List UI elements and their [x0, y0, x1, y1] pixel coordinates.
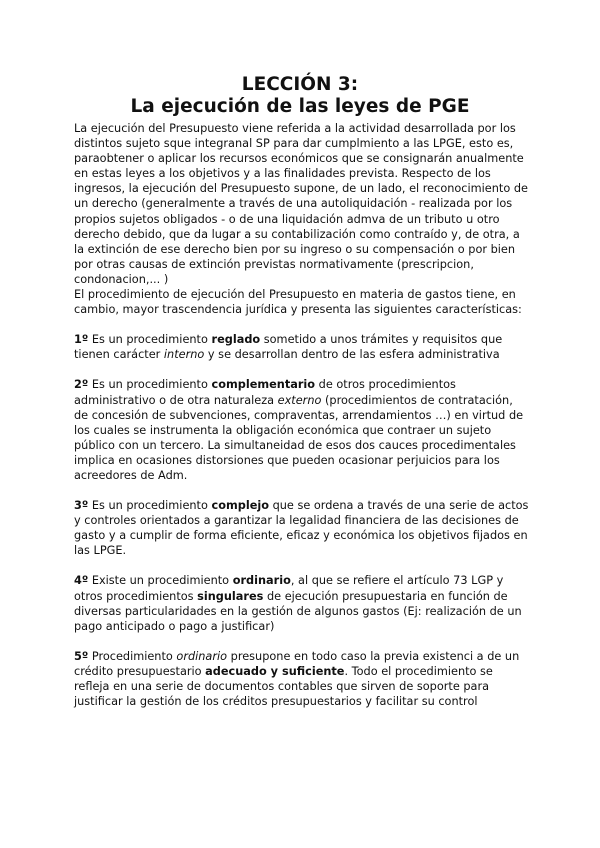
item-text: Es un procedimiento	[88, 378, 212, 392]
item-emphasis: interno	[163, 348, 205, 362]
lesson-title: La ejecución de las leyes de PGE	[130, 96, 470, 117]
item-emphasis: ordinario	[176, 649, 228, 663]
item-text: Procedimiento	[88, 649, 177, 663]
item-keyword: reglado	[211, 333, 261, 347]
document-body	[74, 121, 529, 709]
characteristic-item-1	[74, 332, 529, 362]
item-keyword: complejo	[211, 499, 269, 513]
item-text: Es un procedimiento	[88, 499, 212, 513]
item-keyword: ordinario	[232, 574, 291, 588]
item-text: y se desarrollan dentro de las esfera administrativa	[204, 348, 500, 362]
item-text: (procedimientos de contratación, de concesión de subvenciones, compraventas, arrendamientos …) en virtud de los cuales se instrumenta la obligación económica que contraer un sujeto público con un tercero. La simultaneidad de esos dos cauces procedimentales implica en ocasiones distorsiones que pueden ocasionar perjuicios para los acreedores de Adm.	[74, 393, 524, 482]
item-number: 3º	[74, 499, 89, 513]
item-keyword: singulares	[197, 589, 264, 603]
item-text: . Todo el procedimiento se refleja en una serie de documentos contables que sirven de soporte para justificar la gestión de los créditos presupuestarios y facilitar su control	[74, 664, 493, 709]
item-number: 2º	[74, 378, 89, 392]
characteristic-item-2	[74, 377, 529, 483]
item-text: sometido a unos trámites y requisitos que tienen carácter	[74, 333, 503, 362]
lesson-number-title: LECCIÓN 3:	[241, 74, 359, 95]
characteristic-item-5	[74, 649, 529, 709]
item-text: Es un procedimiento	[88, 333, 212, 347]
characteristic-item-3	[74, 498, 529, 558]
item-text: Existe un procedimiento	[88, 574, 233, 588]
item-number: 1º	[74, 333, 89, 347]
item-keyword: complementario	[211, 378, 316, 392]
item-text: de otros procedimientos administrativo o de otra naturaleza	[74, 378, 456, 407]
item-number: 4º	[74, 574, 89, 588]
item-keyword: adecuado y suficiente	[205, 664, 345, 678]
item-emphasis: externo	[277, 393, 322, 407]
item-text: presupone en todo caso la previa existenci a de un crédito presupuestario	[74, 649, 520, 678]
item-text: que se ordena a través de una serie de actos y controles orientados a garantizar la legalidad financiera de las decisiones de gasto y a cumplir de forma eficiente, eficaz y económica los objetivos fijados en las LPGE.	[74, 499, 529, 558]
gastos-paragraph: El procedimiento de ejecución del Presupuesto en materia de gastos tiene, en cambio, mayor trascendencia jurídica y presenta las siguientes características:	[74, 288, 522, 317]
item-text: de ejecución presupuestaria en función de diversas particularidades en la gestión de algunos gastos (Ej: realización de un pago anticipado o pago a justificar)	[74, 589, 522, 633]
characteristic-item-4	[74, 573, 529, 633]
item-text: , al que se refiere el artículo 73 LGP y otros procedimientos	[74, 574, 504, 603]
intro-paragraph: La ejecución del Presupuesto viene referida a la actividad desarrollada por los distintos sujeto sque integranal SP para dar cumplmiento a las LPGE, esto es, paraobtener o aplicar los recursos económicos que se consignarán anualmente en estas leyes a los objetivos y a las finalidades prevista. Respecto de los ingresos, la ejecución del Presupuesto supone, de un lado, el reconocimiento de un derecho (generalmente a través de una autoliquidación - realizada por los propios sujetos obligados - o de una liquidación admva de un tributo u otro derecho debido, que da lugar a su contabilización como contraído y, de otra, a la extinción de ese derecho bien por su ingreso o su compensación o por bien por otras causas de extinción previstas normativamente (prescripcion, condonacion,... )	[74, 122, 528, 286]
item-number: 5º	[74, 649, 89, 663]
